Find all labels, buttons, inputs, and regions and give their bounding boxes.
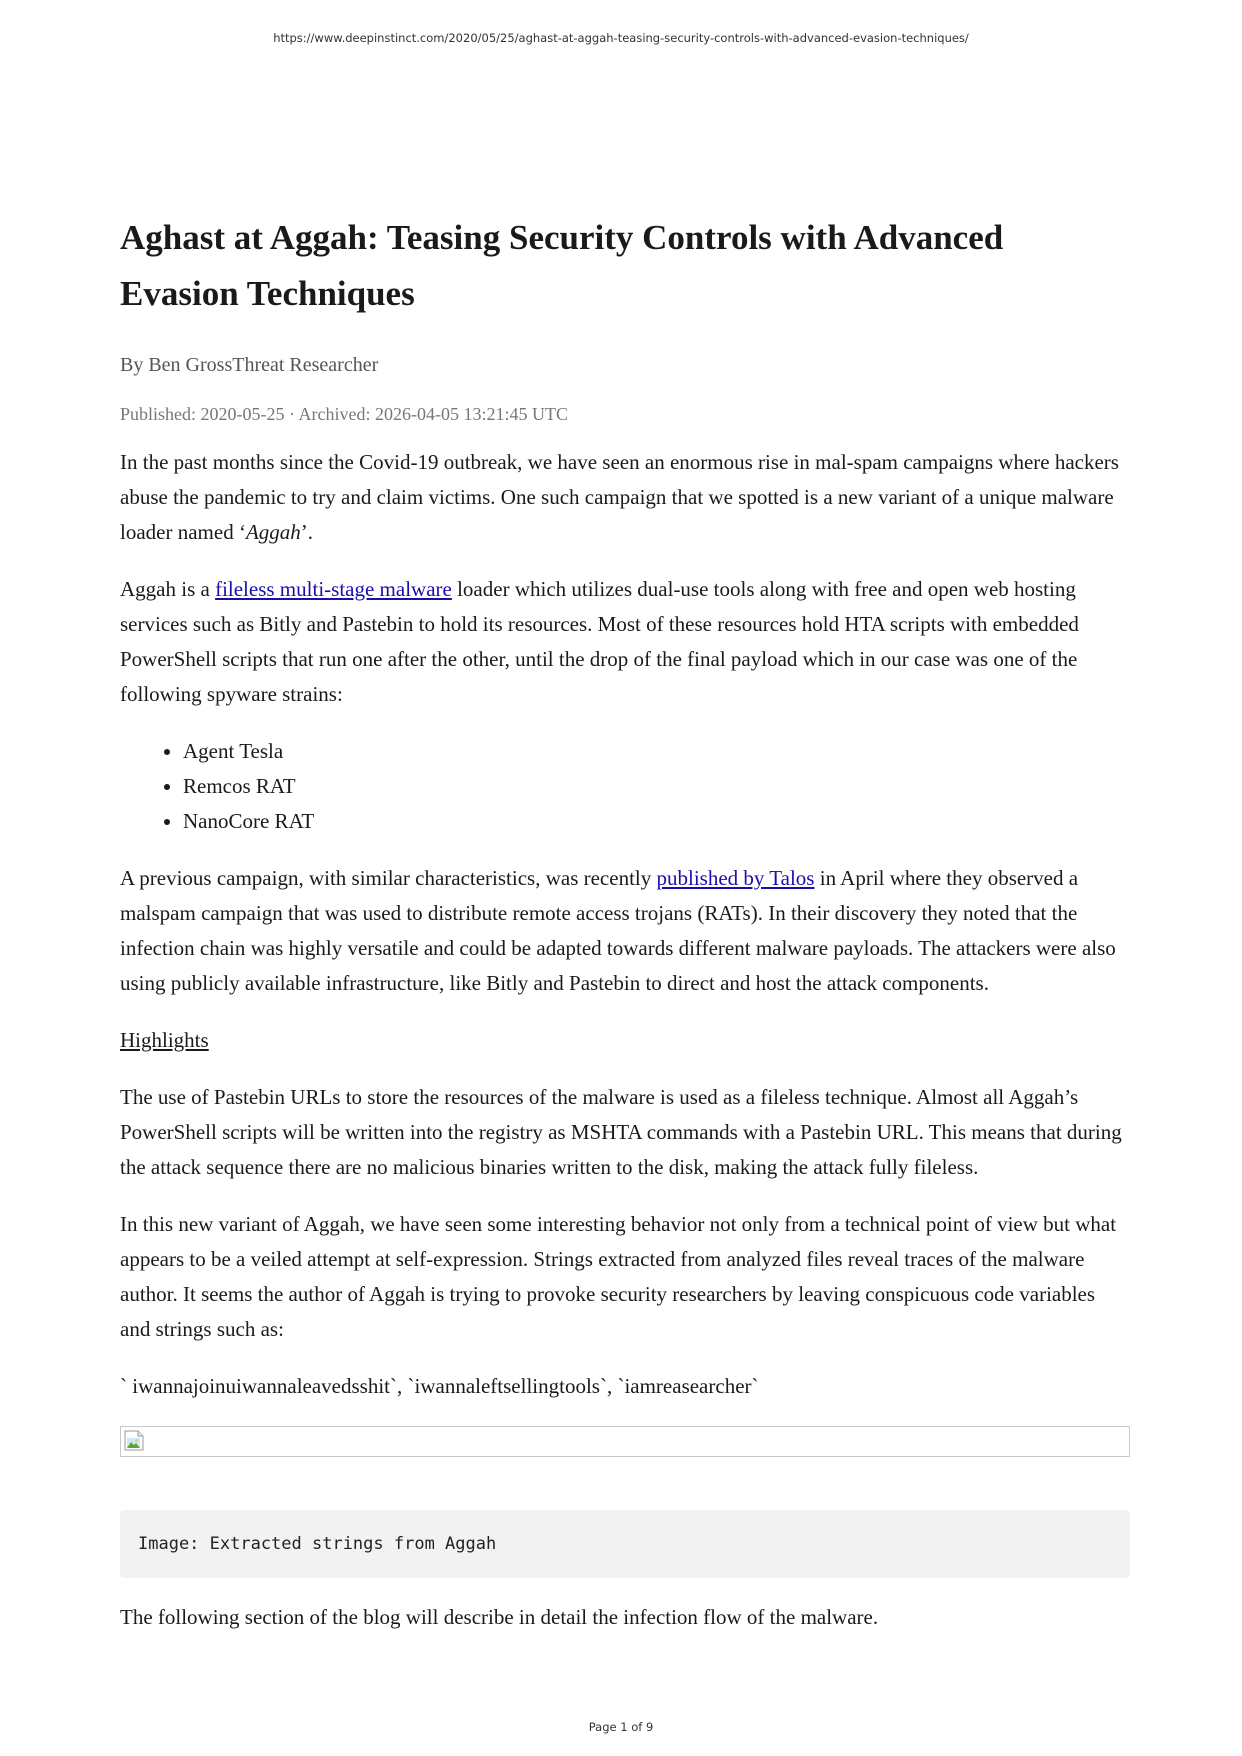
image-caption: Image: Extracted strings from Aggah	[120, 1510, 1130, 1578]
list-item: • NanoCore RAT	[183, 804, 1130, 839]
paragraph-previous-campaign: A previous campaign, with similar characteristics, was recently published by Talos in April where they observed a malspam campaign that was used to distribute remote access trojans (RATs). In their discovery they noted that the infection chain was highly versatile and could be adapted towards different malware payloads. The attackers were also using publicly available infrastructure, like Bitly and Pastebin to direct and host the attack components.	[120, 866, 1116, 995]
page-title: Aghast at Aggah: Teasing Security Controls with Advanced Evasion Techniques	[120, 218, 1004, 313]
paragraph-strings: ` iwannajoinuiwannaleavedsshit`, `iwannaleftsellingtools`, `iamreasearcher`	[120, 1374, 759, 1398]
list-item: • Agent Tesla	[183, 734, 1130, 769]
fileless-malware-link[interactable]: fileless multi-stage malware	[215, 577, 452, 601]
talos-link[interactable]: published by Talos	[656, 866, 815, 890]
paragraph-new-variant: In this new variant of Aggah, we have seen some interesting behavior not only from a technical point of view but what appears to be a veiled attempt at self-expression. Strings extracted from analyzed files reveal traces of the malware author. It seems the author of Aggah is trying to provoke security researchers by leaving conspicuous code variables and strings such as:	[120, 1212, 1117, 1341]
publish-meta: Published: 2020-05-25 · Archived: 2026-04-05 13:21:45 UTC	[120, 404, 568, 424]
page-number: Page 1 of 9	[588, 1720, 654, 1734]
paragraph-aggah-description: Aggah is a fileless multi-stage malware loader which utilizes dual-use tools along with free and open web hosting services such as Bitly and Pastebin to hold its resources. Most of these resources hold HTA scripts with embedded PowerShell scripts that run one after the other, until the drop of the final payload which in our case was one of the following spyware strains:	[120, 577, 1079, 706]
paragraph-pastebin: The use of Pastebin URLs to store the resources of the malware is used as a fileless technique. Almost all Aggah’s PowerShell scripts will be written into the registry as MSHTA commands with a Pastebin URL. This means that during the attack sequence there are no malicious binaries written to the disk, making the attack fully fileless.	[120, 1085, 1122, 1179]
source-url: https://www.deepinstinct.com/2020/05/25/aghast-at-aggah-teasing-security-controls-with-advanced-evasion-techniques/	[273, 31, 969, 45]
highlights-heading: Highlights	[120, 1028, 209, 1052]
broken-image-icon	[123, 1430, 147, 1452]
spyware-list	[120, 734, 1130, 839]
extracted-strings-image	[120, 1426, 1130, 1457]
paragraph-infection-flow: The following section of the blog will describe in detail the infection flow of the malware.	[120, 1605, 879, 1629]
malware-name: Aggah	[245, 520, 301, 544]
paragraph-intro: In the past months since the Covid-19 outbreak, we have seen an enormous rise in mal-spam campaigns where hackers abuse the pandemic to try and claim victims. One such campaign that we spotted is a new variant of a unique malware loader named ‘Aggah’.	[120, 450, 1119, 544]
article	[120, 210, 1130, 1635]
byline: By Ben GrossThreat Researcher	[120, 354, 379, 376]
list-item: • Remcos RAT	[183, 769, 1130, 804]
